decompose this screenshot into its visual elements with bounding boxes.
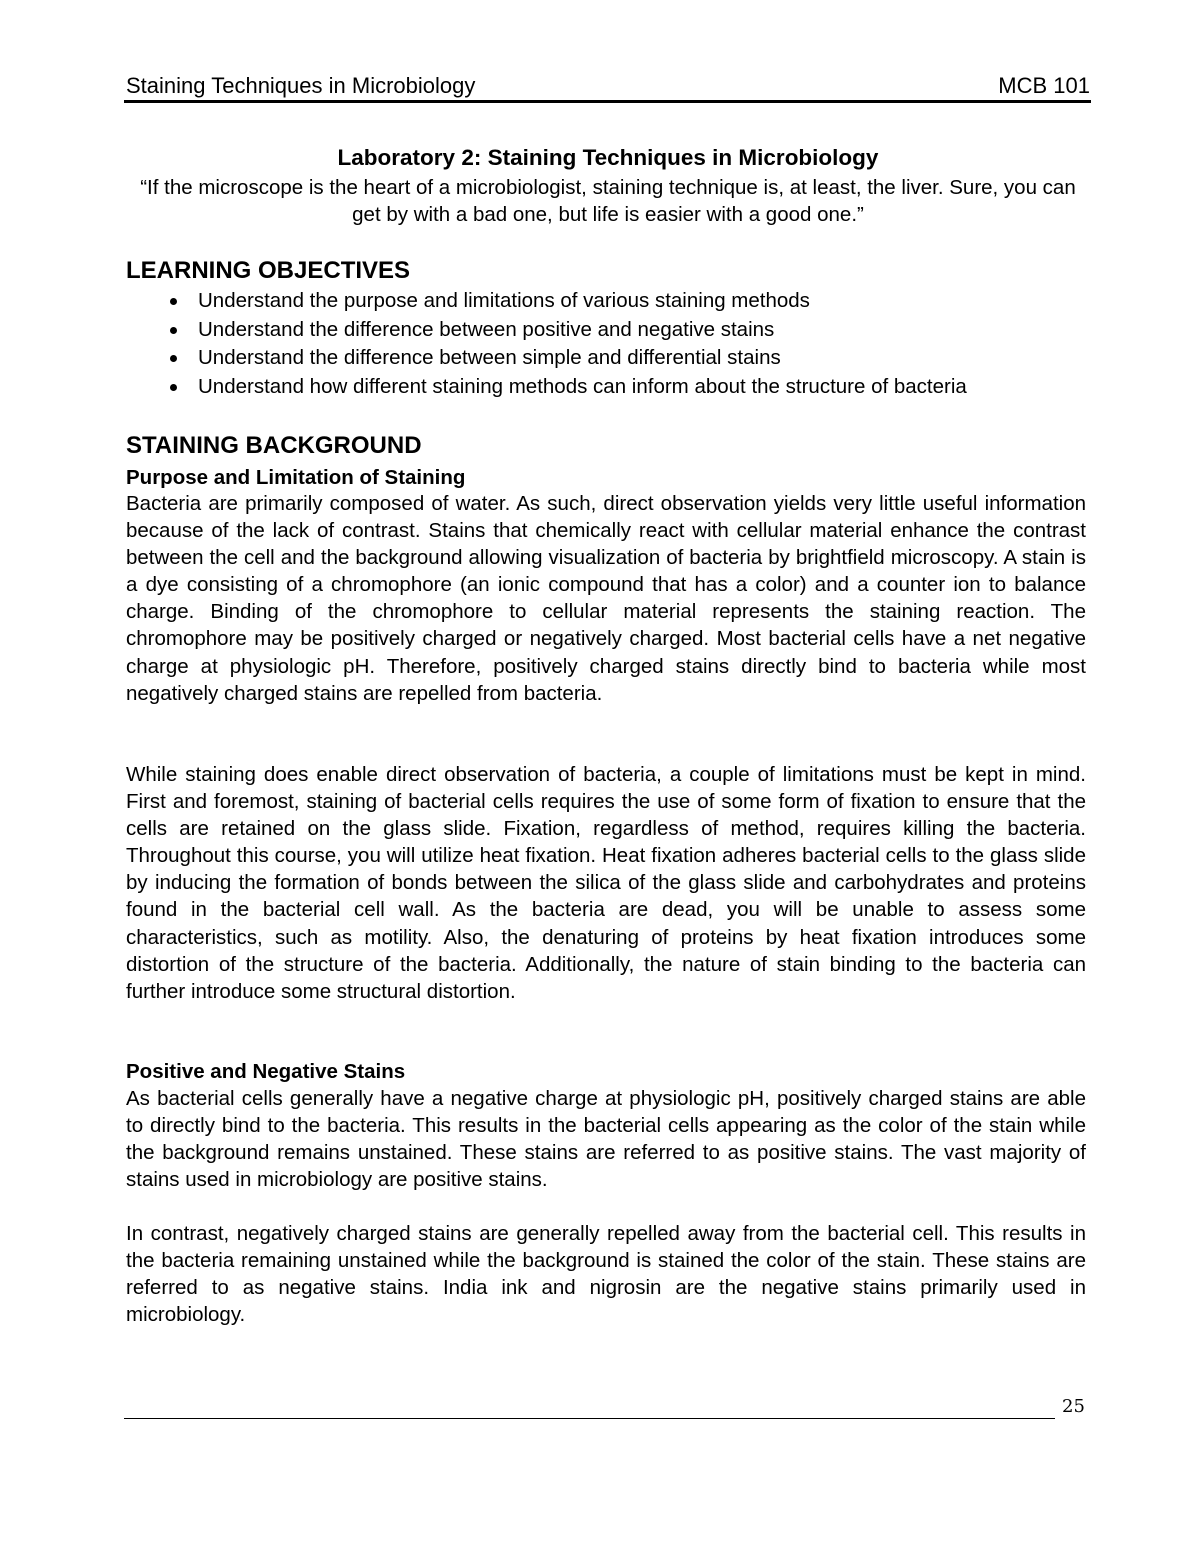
footer-rule (124, 1418, 1055, 1419)
objectives-list (126, 287, 1090, 401)
objective-item (126, 373, 1090, 402)
objective-item (126, 287, 1090, 316)
objective-item (126, 316, 1090, 345)
purpose-subheading: Purpose and Limitation of Staining (126, 466, 466, 489)
objective-text: Understand how different staining methods can inform about the structure of bacteria (198, 374, 967, 398)
header-course-code: MCB 101 (998, 73, 1090, 98)
bullet-icon (170, 327, 177, 334)
header-rule (124, 100, 1091, 103)
objective-text: Understand the difference between simple and differential stains (198, 346, 781, 369)
purpose-paragraph-1: Bacteria are primarily composed of water. As such, direct observation yields very little useful information because of the lack of contrast. Stains that chemically react with cellular material enhance the contrast between the cell and the background allowing visualization of bacteria by brightfield microscopy. A stain is a dye consisting of a chromophore (an ionic compound that has a color) and a counter ion to balance charge. Binding of the chromophore to cellular material represents the staining reaction. The chromophore may be positively charged or negatively charged. Most bacterial cells have a net negative charge at physiologic pH. Therefore, positively charged stains directly bind to bacteria while most negatively charged stains are repelled from bacteria. (126, 492, 1086, 705)
objectives-heading: LEARNING OBJECTIVES (126, 257, 411, 284)
objective-text: Understand the purpose and limitations of various staining methods (198, 289, 810, 312)
header-course-title: Staining Techniques in Microbiology (126, 73, 476, 98)
bullet-icon (170, 355, 177, 362)
objective-item (126, 344, 1090, 373)
objective-text: Understand the difference between positive and negative stains (198, 317, 775, 341)
posneg-subheading: Positive and Negative Stains (126, 1060, 406, 1083)
purpose-paragraph-2: While staining does enable direct observation of bacteria, a couple of limitations must be kept in mind. First and foremost, staining of bacterial cells requires the use of some form of fixation to ensure that the cells are retained on the glass slide. Fixation, regardless of method, requires killing the bacteria. Throughout this course, you will utilize heat fixation. Heat fixation adheres bacterial cells to the glass slide by inducing the formation of bonds between the silica of the glass slide and carbohydrates and proteins found in the bacterial cell wall. As the bacteria are dead, you will be unable to assess some characteristics, such as motility. Also, the denaturing of proteins by heat fixation introduces some distortion of the structure of the bacteria. Additionally, the nature of stain binding to the bacteria can further introduce some structural distortion. (126, 763, 1086, 1003)
epigraph-quote: “If the microscope is the heart of a microbiologist, staining technique is, at least, the liver. Sure, you can get by with a bad one, but life is easier with a good one.” (140, 176, 1076, 226)
background-heading: STAINING BACKGROUND (126, 432, 422, 459)
posneg-paragraph-2: In contrast, negatively charged stains are generally repelled away from the bacterial cell. This results in the bacteria remaining unstained while the background is stained the color of the stain. These stains are referred to as negative stains. India ink and nigrosin are the negative stains primarily used in microbiology. (126, 1222, 1086, 1327)
page-number: 25 (1062, 1396, 1085, 1417)
bullet-icon (170, 384, 177, 391)
posneg-paragraph-1: As bacterial cells generally have a negative charge at physiologic pH, positively charged stains are able to directly bind to the bacteria. This results in the bacterial cells appearing as the color of the stain while the background remains unstained. These stains are referred to as positive stains. The vast majority of stains used in microbiology are positive stains. (126, 1087, 1086, 1192)
bullet-icon (170, 298, 177, 305)
page-header (126, 72, 1090, 100)
lab-title: Laboratory 2: Staining Techniques in Microbiology (337, 145, 879, 170)
